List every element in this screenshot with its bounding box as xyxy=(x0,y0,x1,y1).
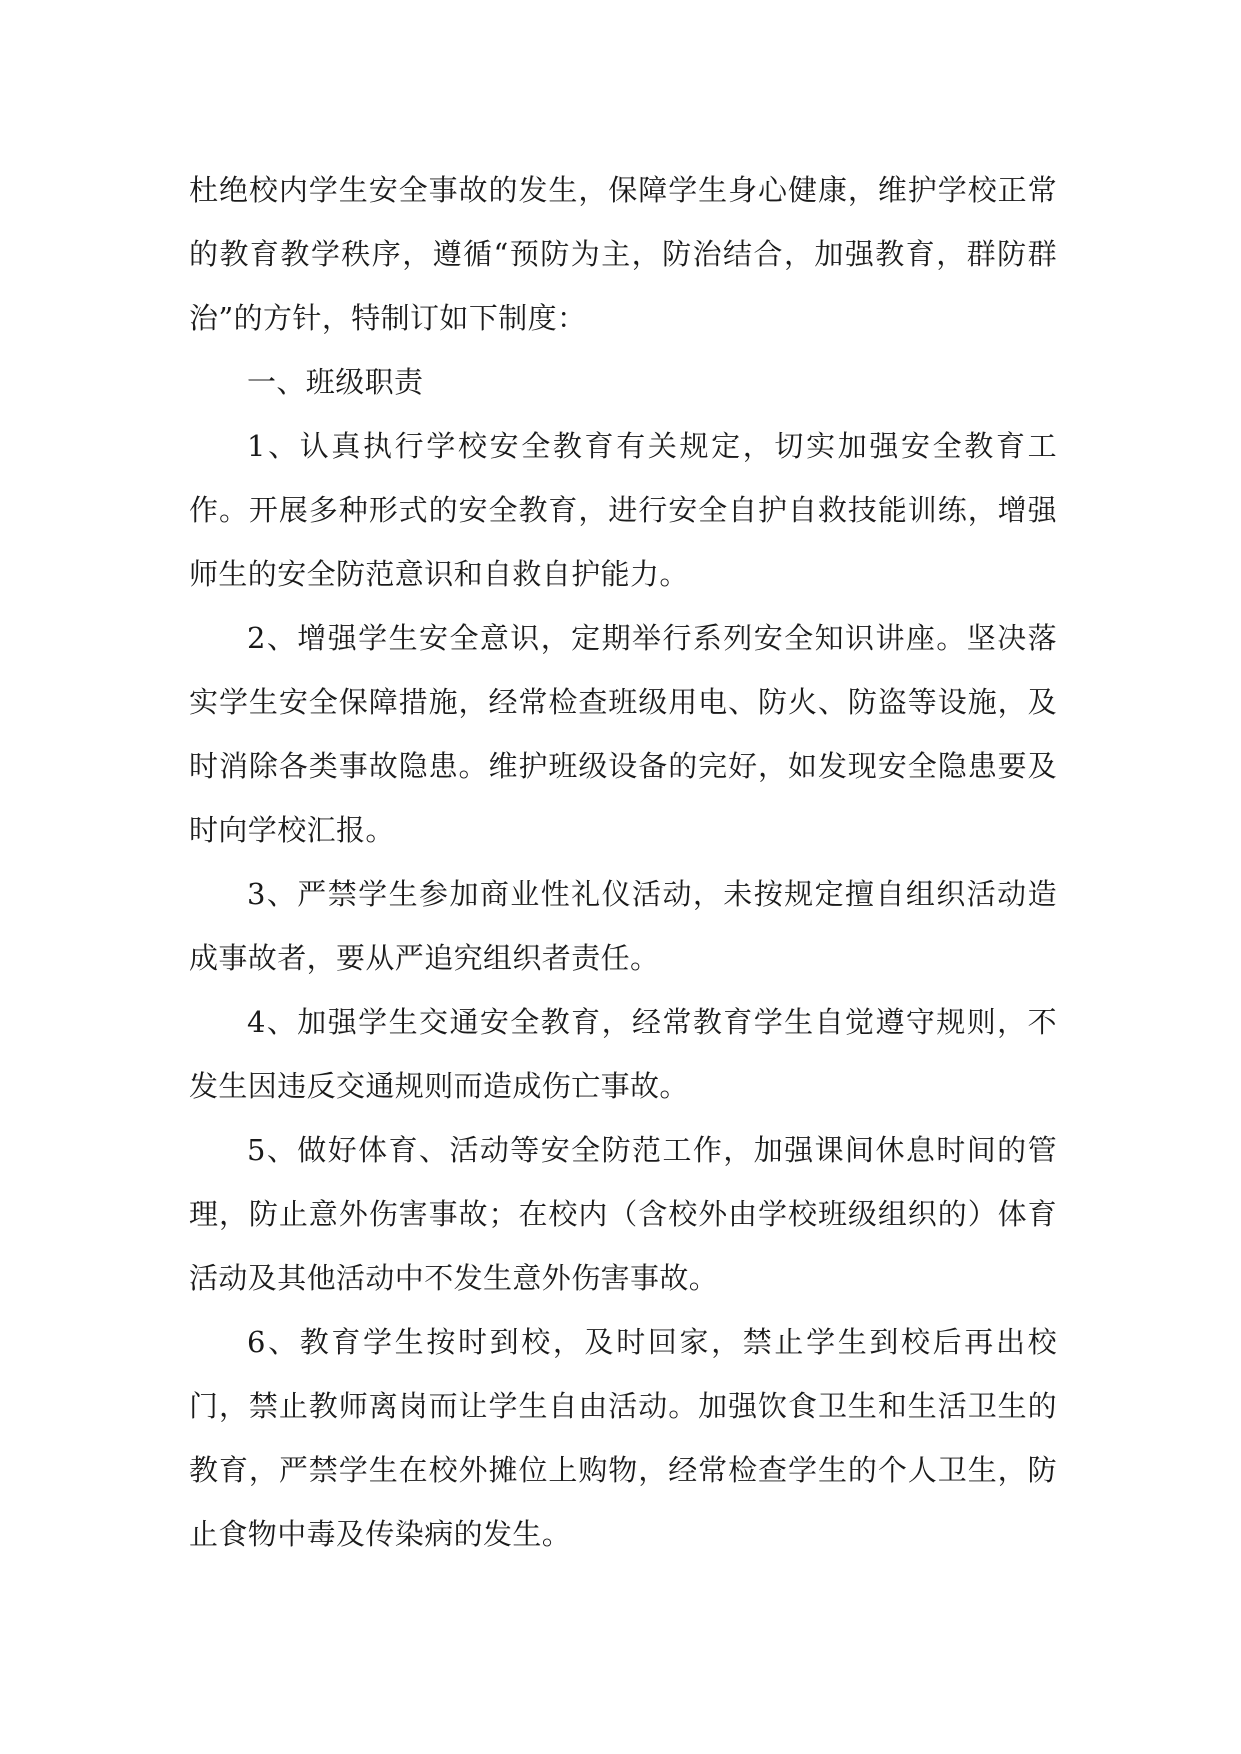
paragraph-item-5: 5、做好体育、活动等安全防范工作，加强课间休息时间的管理，防止意外伤害事故；在校内（含校外由学校班级组织的）体育活动及其他活动中不发生意外伤害事故。 xyxy=(189,1133,1057,1295)
paragraph-item-4: 4、加强学生交通安全教育，经常教育学生自觉遵守规则，不发生因违反交通规则而造成伤亡事故。 xyxy=(189,1005,1057,1103)
paragraph-item-1: 1、认真执行学校安全教育有关规定，切实加强安全教育工作。开展多种形式的安全教育，进行安全自护自救技能训练，增强师生的安全防范意识和自救自护能力。 xyxy=(189,429,1057,591)
paragraph-item-6: 6、教育学生按时到校，及时回家，禁止学生到校后再出校门，禁止教师离岗而让学生自由活动。加强饮食卫生和生活卫生的教育，严禁学生在校外摊位上购物，经常检查学生的个人卫生，防止食物中毒及传染病的发生。 xyxy=(189,1325,1057,1551)
section-heading-class-duties: 一、班级职责 xyxy=(247,365,424,399)
paragraph-item-2: 2、增强学生安全意识，定期举行系列安全知识讲座。坚决落实学生安全保障措施，经常检查班级用电、防火、防盗等设施，及时消除各类事故隐患。维护班级设备的完好，如发现安全隐患要及时向学校汇报。 xyxy=(189,621,1057,847)
paragraph-intro: 杜绝校内学生安全事故的发生，保障学生身心健康，维护学校正常的教育教学秩序，遵循“预防为主，防治结合，加强教育，群防群治”的方针，特制订如下制度： xyxy=(189,173,1057,335)
paragraph-item-3: 3、严禁学生参加商业性礼仪活动，未按规定擅自组织活动造成事故者，要从严追究组织者责任。 xyxy=(189,877,1057,975)
document-body xyxy=(189,158,1057,1566)
